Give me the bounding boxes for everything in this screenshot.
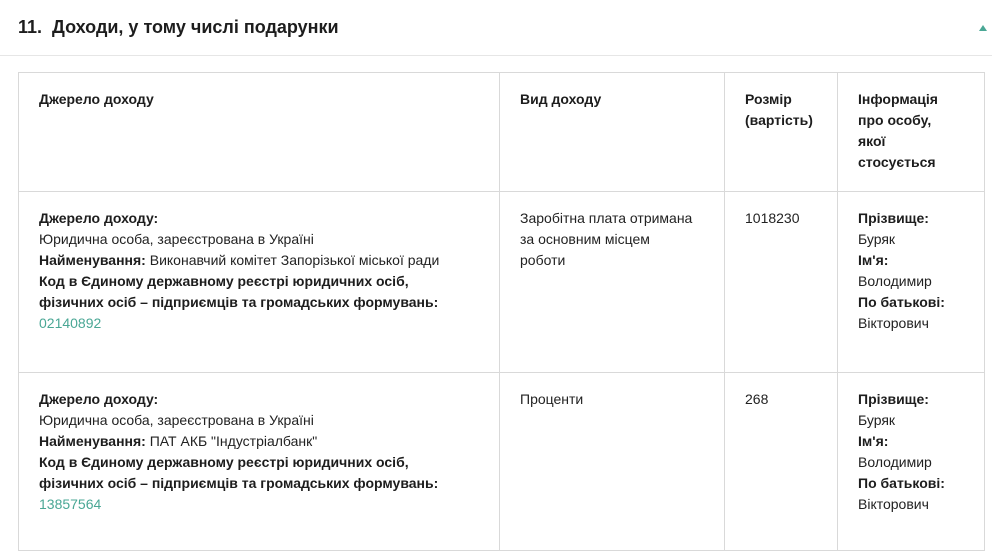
header-amount: Розмір (вартість) [725,73,838,192]
source-label: Джерело доходу: [39,210,159,226]
edrpou-code-link[interactable]: 13857564 [39,496,102,512]
patronymic-value: Вікторович [858,496,929,512]
header-source: Джерело доходу [19,73,500,192]
income-table [18,72,985,551]
cell-source [19,373,500,551]
section-header [0,0,992,56]
table-row [19,373,985,551]
table-row [19,192,985,373]
patronymic-label: По батькові: [858,475,945,491]
cell-type: Проценти [500,373,725,551]
code-label-line2: фізичних осіб – підприємців та громадських формувань: [39,294,439,310]
section-title [18,17,339,38]
firstname-value: Володимир [858,273,932,289]
source-value: Юридична особа, зареєстрована в Україні [39,231,314,247]
code-label-line1: Код в Єдиному державному реєстрі юридичних осіб, [39,273,409,289]
code-label-line2: фізичних осіб – підприємців та громадських формувань: [39,475,439,491]
caret-up-icon[interactable] [978,24,988,32]
surname-value: Буряк [858,231,896,247]
edrpou-code-link[interactable]: 02140892 [39,315,102,331]
cell-person [838,192,985,373]
patronymic-value: Вікторович [858,315,929,331]
code-label-line1: Код в Єдиному державному реєстрі юридичних осіб, [39,454,409,470]
name-label: Найменування: [39,252,146,268]
cell-amount: 268 [725,373,838,551]
source-value: Юридична особа, зареєстрована в Україні [39,412,314,428]
firstname-label: Ім'я: [858,252,889,268]
cell-person [838,373,985,551]
header-type: Вид доходу [500,73,725,192]
table-header-row [19,73,985,192]
firstname-label: Ім'я: [858,433,889,449]
name-value: ПАТ АКБ "Індустріалбанк" [149,433,318,449]
surname-label: Прізвище: [858,391,929,407]
cell-type: Заробітна плата отримана за основним місцем роботи [500,192,725,373]
cell-source [19,192,500,373]
section-title-text: Доходи, у тому числі подарунки [52,17,339,37]
cell-amount: 1018230 [725,192,838,373]
header-person: Інформація про особу, якої стосується [838,73,985,192]
source-label: Джерело доходу: [39,391,159,407]
name-value: Виконавчий комітет Запорізької міської ради [149,252,440,268]
name-label: Найменування: [39,433,146,449]
patronymic-label: По батькові: [858,294,945,310]
section-number: 11. [18,17,43,37]
surname-value: Буряк [858,412,896,428]
surname-label: Прізвище: [858,210,929,226]
firstname-value: Володимир [858,454,932,470]
